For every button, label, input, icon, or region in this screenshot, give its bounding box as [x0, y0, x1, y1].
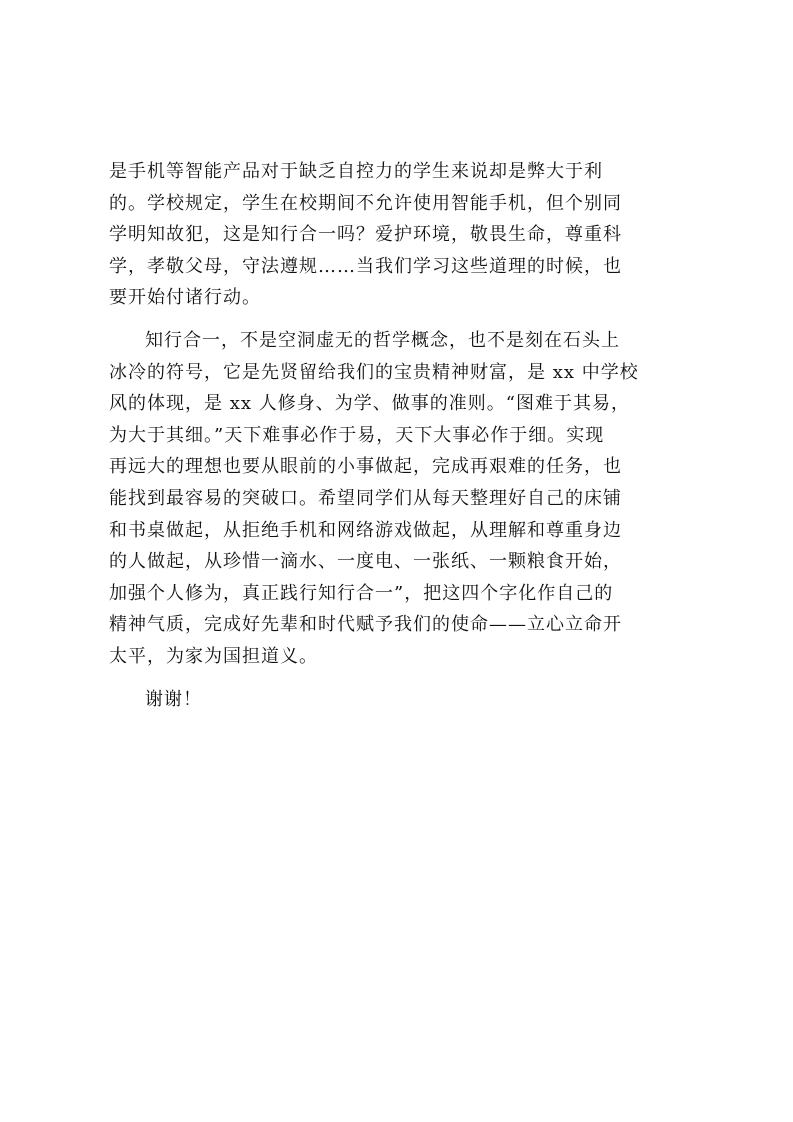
text-line: 再远大的理想也要从眼前的小事做起，完成再艰难的任务，也 [109, 456, 622, 478]
text-line: 谢谢！ [145, 688, 202, 710]
text-line: 为大于其细。”天下难事必作于易，天下大事必作于细。实现 [109, 424, 605, 446]
paragraph-phone-rules [109, 156, 689, 314]
text-line: 精神气质，完成好先辈和时代赋予我们的使命——立心立命开 [109, 614, 622, 636]
text-line: 学明知故犯，这是知行合一吗？爱护环境，敬畏生命，尊重科 [109, 224, 622, 246]
text-line: 太平，为家为国担道义。 [109, 645, 318, 667]
document-body [109, 156, 689, 715]
paragraph-unity-of-knowledge-and-action [109, 325, 689, 673]
text-line: 加强个人修为，真正践行知行合一”，把这四个字化作自己的 [109, 582, 614, 604]
text-line: 要开始付诸行动。 [109, 287, 261, 309]
paragraph-closing-thanks [109, 684, 689, 716]
text-line: 和书桌做起，从拒绝手机和网络游戏做起，从理解和尊重身边 [109, 519, 622, 541]
text-line: 学，孝敬父母，守法遵规……当我们学习这些道理的时候，也 [109, 255, 622, 277]
text-line: 是手机等智能产品对于缺乏自控力的学生来说却是弊大于利 [109, 161, 603, 182]
text-line: 知行合一，不是空洞虚无的哲学概念，也不是刻在石头上 [145, 329, 620, 351]
text-line: 冰冷的符号，它是先贤留给我们的宝贵精神财富，是 xx 中学校 [109, 361, 639, 383]
text-line: 的人做起，从珍惜一滴水、一度电、一张纸、一颗粮食开始， [109, 551, 622, 573]
text-line: 的。学校规定，学生在校期间不允许使用智能手机，但个别同 [109, 192, 622, 214]
text-line: 能找到最容易的突破口。希望同学们从每天整理好自己的床铺 [109, 487, 622, 509]
text-line: 风的体现，是 xx 人修身、为学、做事的准则。“图难于其易， [109, 393, 630, 415]
